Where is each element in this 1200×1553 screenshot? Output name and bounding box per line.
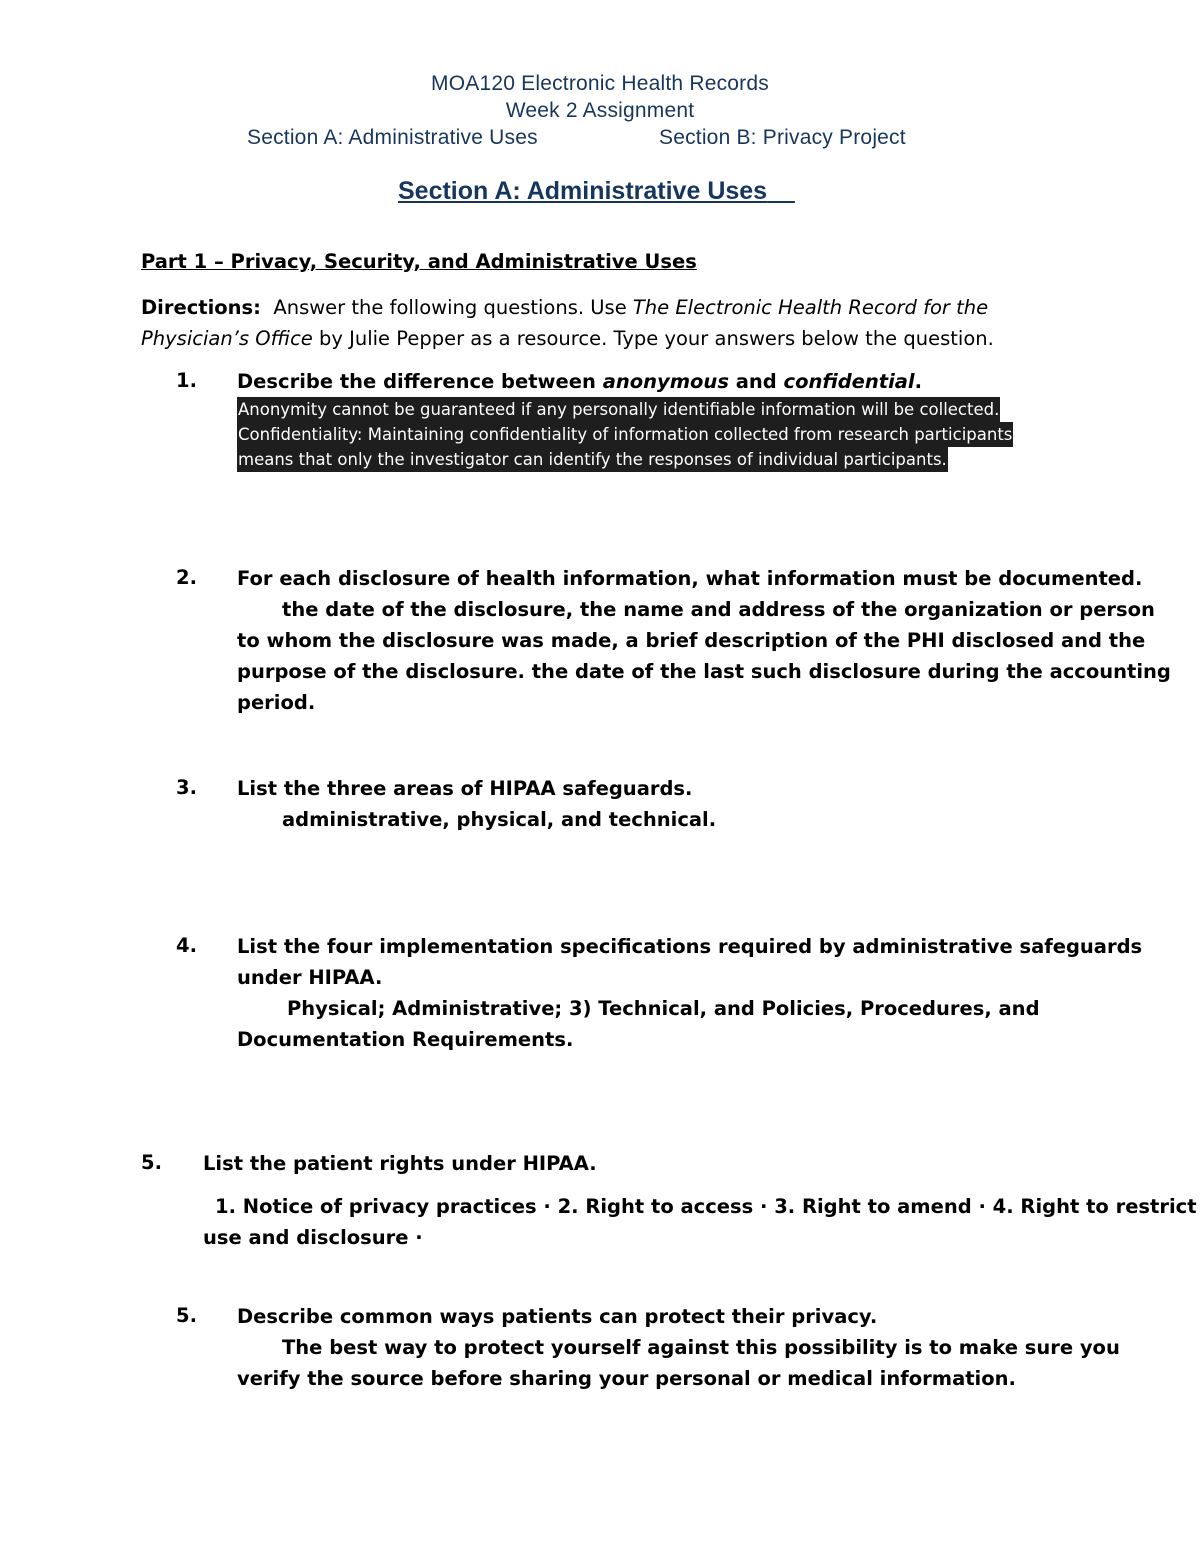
- question-number: 5.: [176, 1304, 197, 1327]
- answer-line: the date of the disclosure, the name and address of the organization or person: [282, 598, 1155, 621]
- header-section-a: Section A: Administrative Uses: [247, 126, 538, 149]
- directions-book-title-1: The Electronic Health Record for the: [632, 296, 989, 319]
- course-title: MOA120 Electronic Health Records: [431, 72, 769, 95]
- question-3-text: List the three areas of HIPAA safeguards.: [237, 777, 693, 800]
- question-6-answer: [237, 1332, 1120, 1394]
- answer-line: 1. Notice of privacy practices · 2. Right to access · 3. Right to amend · 4. Right to restrict: [215, 1195, 1197, 1218]
- question-number: 1.: [176, 369, 197, 392]
- question-4-answer: [237, 993, 1040, 1055]
- directions-book-title-2: Physician’s Office: [141, 327, 313, 350]
- question-1-text: Describe the difference between anonymous and confidential.: [237, 370, 923, 393]
- directions: [141, 292, 1041, 354]
- question-3-answer: administrative, physical, and technical.: [282, 808, 717, 831]
- answer-line: The best way to protect yourself against this possibility is to make sure you: [282, 1336, 1120, 1359]
- answer-line: purpose of the disclosure. the date of the last such disclosure during the accounting: [237, 660, 1171, 683]
- term-anonymous: anonymous: [602, 370, 729, 393]
- question-5-answer: [203, 1191, 1197, 1253]
- answer-line: period.: [237, 691, 316, 714]
- question-6-text: Describe common ways patients can protect their privacy.: [237, 1305, 878, 1328]
- answer-line: verify the source before sharing your personal or medical information.: [237, 1367, 1016, 1390]
- term-confidential: confidential: [783, 370, 915, 393]
- directions-label: Directions:: [141, 296, 261, 319]
- answer-line: means that only the investigator can identify the responses of individual participants.: [237, 447, 948, 472]
- answer-line: Anonymity cannot be guaranteed if any personally identifiable information will be collected.: [237, 397, 1000, 422]
- directions-text-1: Answer the following questions. Use: [273, 296, 633, 319]
- answer-line: to whom the disclosure was made, a brief description of the PHI disclosed and the: [237, 629, 1146, 652]
- header-section-b: Section B: Privacy Project: [659, 126, 906, 149]
- question-number: 4.: [176, 934, 197, 957]
- answer-line: Documentation Requirements.: [237, 1028, 574, 1051]
- question-2-text: For each disclosure of health information, what information must be documented.: [237, 567, 1143, 590]
- directions-text-2: by Julie Pepper as a resource. Type your answers below the question.: [312, 327, 994, 350]
- question-number: 5.: [141, 1151, 162, 1174]
- question-1-answer: [237, 397, 1013, 472]
- answer-line: Confidentiality: Maintaining confidentiality of information collected from research participants: [237, 422, 1013, 447]
- question-number: 2.: [176, 566, 197, 589]
- part-title: Part 1 – Privacy, Security, and Administrative Uses: [141, 250, 697, 273]
- answer-line: use and disclosure ·: [203, 1226, 423, 1249]
- answer-line: Physical; Administrative; 3) Technical, and Policies, Procedures, and: [287, 997, 1040, 1020]
- question-4-text: List the four implementation specifications required by administrative safeguards under HIPAA.: [237, 935, 1143, 989]
- question-number: 3.: [176, 776, 197, 799]
- assignment-title: Week 2 Assignment: [505, 99, 695, 122]
- question-2-answer: [237, 594, 1171, 718]
- question-5-text: List the patient rights under HIPAA.: [203, 1152, 597, 1175]
- section-title: Section A: Administrative Uses: [398, 177, 768, 205]
